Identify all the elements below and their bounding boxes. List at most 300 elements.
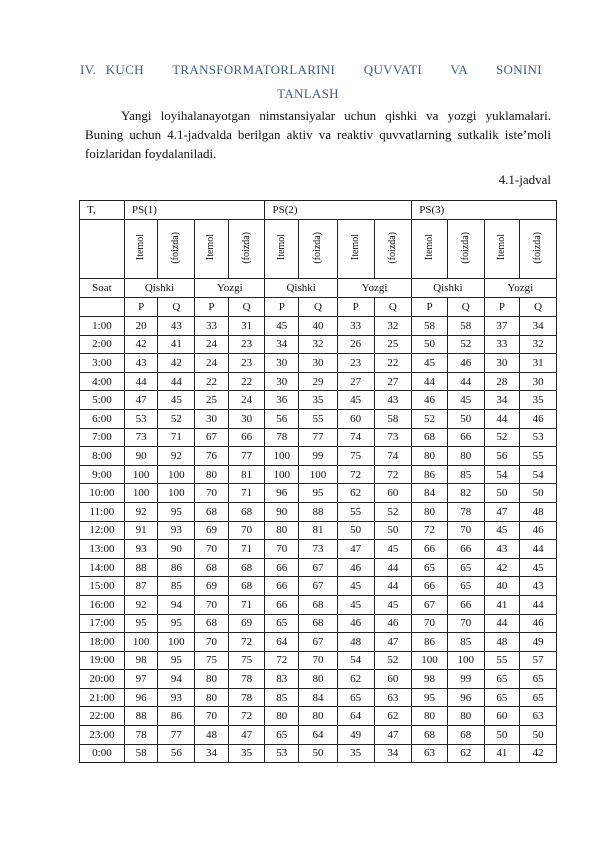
value-cell: 70	[299, 651, 338, 670]
value-cell: 30	[520, 372, 557, 391]
intro-paragraph: Yangi loyihalanayotgan nimstansiyalar uchun qishki va yozgi yuklamalari. Buning uchun 4.1-jadvalda berilgan aktiv va reaktiv quvvatlarning sutkalik iste’moli foizlaridan foydalaniladi.	[85, 108, 551, 161]
value-cell: 55	[337, 502, 374, 521]
table-caption: 4.1-jadval	[498, 172, 551, 187]
value-cell: 80	[195, 465, 229, 484]
value-cell: 70	[195, 595, 229, 614]
value-cell: 57	[520, 651, 557, 670]
value-cell: 98	[124, 651, 158, 670]
rotated-label: (foizda)	[311, 231, 323, 264]
value-cell: 30	[299, 354, 338, 373]
value-cell: 25	[374, 335, 412, 354]
value-cell: 30	[265, 372, 299, 391]
hour-cell: 21:00	[80, 688, 125, 707]
value-cell: 68	[299, 595, 338, 614]
value-cell: 62	[337, 484, 374, 503]
corner-cell: T,	[80, 201, 125, 220]
q-header: Q	[299, 298, 338, 317]
value-cell: 55	[520, 447, 557, 466]
value-cell: 44	[412, 372, 448, 391]
rotated-label-cell	[124, 220, 158, 279]
table-row	[80, 707, 557, 726]
value-cell: 69	[195, 577, 229, 596]
value-cell: 68	[228, 502, 265, 521]
value-cell: 80	[265, 707, 299, 726]
value-cell: 80	[299, 707, 338, 726]
p-header: P	[124, 298, 158, 317]
value-cell: 50	[412, 335, 448, 354]
value-cell: 98	[412, 670, 448, 689]
value-cell: 45	[484, 521, 520, 540]
value-cell: 66	[447, 428, 484, 447]
value-cell: 49	[337, 726, 374, 745]
value-cell: 95	[124, 614, 158, 633]
value-cell: 68	[195, 614, 229, 633]
value-cell: 52	[484, 428, 520, 447]
hour-cell: 9:00	[80, 465, 125, 484]
value-cell: 80	[412, 447, 448, 466]
hour-cell: 0:00	[80, 744, 125, 763]
value-cell: 47	[374, 633, 412, 652]
hour-cell: 5:00	[80, 391, 125, 410]
value-cell: 85	[158, 577, 195, 596]
p-header: P	[412, 298, 448, 317]
value-cell: 68	[228, 577, 265, 596]
value-cell: 77	[299, 428, 338, 447]
value-cell: 96	[265, 484, 299, 503]
q-header: Q	[447, 298, 484, 317]
value-cell: 63	[412, 744, 448, 763]
value-cell: 70	[195, 707, 229, 726]
load-table	[79, 200, 557, 763]
value-cell: 46	[520, 614, 557, 633]
season-header: Qishki	[124, 279, 194, 298]
value-cell: 35	[228, 744, 265, 763]
value-cell: 50	[520, 726, 557, 745]
value-cell: 78	[228, 688, 265, 707]
value-cell: 71	[228, 595, 265, 614]
value-cell: 50	[484, 484, 520, 503]
value-cell: 75	[337, 447, 374, 466]
value-cell: 100	[158, 465, 195, 484]
value-cell: 60	[337, 409, 374, 428]
value-cell: 70	[228, 521, 265, 540]
table-row	[80, 670, 557, 689]
hour-cell: 4:00	[80, 372, 125, 391]
value-cell: 100	[299, 465, 338, 484]
value-cell: 41	[484, 744, 520, 763]
value-cell: 44	[447, 372, 484, 391]
value-cell: 71	[158, 428, 195, 447]
value-cell: 100	[158, 633, 195, 652]
value-cell: 48	[195, 726, 229, 745]
value-cell: 54	[337, 651, 374, 670]
value-cell: 40	[299, 317, 338, 336]
value-cell: 100	[265, 447, 299, 466]
value-cell: 22	[374, 354, 412, 373]
value-cell: 100	[412, 651, 448, 670]
table-row	[80, 428, 557, 447]
value-cell: 52	[447, 335, 484, 354]
value-cell: 34	[520, 317, 557, 336]
value-cell: 46	[520, 521, 557, 540]
value-cell: 42	[484, 558, 520, 577]
value-cell: 65	[484, 670, 520, 689]
value-cell: 44	[520, 540, 557, 559]
value-cell: 96	[124, 688, 158, 707]
value-cell: 48	[484, 633, 520, 652]
value-cell: 33	[337, 317, 374, 336]
value-cell: 65	[265, 726, 299, 745]
value-cell: 95	[158, 614, 195, 633]
value-cell: 45	[374, 540, 412, 559]
table-row	[80, 465, 557, 484]
value-cell: 75	[195, 651, 229, 670]
value-cell: 24	[195, 354, 229, 373]
empty-cell	[80, 298, 125, 317]
value-cell: 65	[265, 614, 299, 633]
rotated-label-cell	[337, 220, 374, 279]
value-cell: 81	[299, 521, 338, 540]
value-cell: 50	[484, 726, 520, 745]
hour-cell: 6:00	[80, 409, 125, 428]
hour-cell: 8:00	[80, 447, 125, 466]
value-cell: 35	[337, 744, 374, 763]
value-cell: 100	[124, 633, 158, 652]
value-cell: 44	[374, 577, 412, 596]
value-cell: 43	[374, 391, 412, 410]
value-cell: 100	[265, 465, 299, 484]
value-cell: 58	[412, 317, 448, 336]
value-cell: 67	[412, 595, 448, 614]
value-cell: 77	[228, 447, 265, 466]
value-cell: 67	[299, 577, 338, 596]
value-cell: 50	[374, 521, 412, 540]
value-cell: 86	[158, 707, 195, 726]
value-cell: 45	[337, 577, 374, 596]
table-row	[80, 372, 557, 391]
value-cell: 22	[228, 372, 265, 391]
value-cell: 66	[447, 595, 484, 614]
value-cell: 60	[374, 484, 412, 503]
value-cell: 72	[228, 707, 265, 726]
table-row	[80, 614, 557, 633]
value-cell: 44	[484, 409, 520, 428]
value-cell: 34	[374, 744, 412, 763]
rotated-label: (foizda)	[386, 231, 398, 264]
value-cell: 64	[337, 707, 374, 726]
table-header-row-stations	[80, 201, 557, 220]
value-cell: 67	[195, 428, 229, 447]
value-cell: 66	[265, 595, 299, 614]
table-row	[80, 447, 557, 466]
rotated-label-cell	[520, 220, 557, 279]
hour-cell: 16:00	[80, 595, 125, 614]
value-cell: 47	[484, 502, 520, 521]
hour-cell: 13:00	[80, 540, 125, 559]
value-cell: 90	[124, 447, 158, 466]
value-cell: 99	[447, 670, 484, 689]
value-cell: 68	[299, 614, 338, 633]
value-cell: 70	[447, 614, 484, 633]
value-cell: 30	[265, 354, 299, 373]
table-row	[80, 391, 557, 410]
value-cell: 45	[337, 595, 374, 614]
season-header: Qishki	[265, 279, 337, 298]
value-cell: 65	[337, 688, 374, 707]
value-cell: 41	[158, 335, 195, 354]
value-cell: 88	[124, 707, 158, 726]
rotated-label-cell	[299, 220, 338, 279]
hour-cell: 7:00	[80, 428, 125, 447]
hour-cell: 12:00	[80, 521, 125, 540]
rotated-label-cell	[158, 220, 195, 279]
value-cell: 58	[374, 409, 412, 428]
value-cell: 100	[124, 465, 158, 484]
season-header: Yozgi	[484, 279, 556, 298]
value-cell: 30	[484, 354, 520, 373]
value-cell: 67	[299, 633, 338, 652]
value-cell: 55	[299, 409, 338, 428]
value-cell: 44	[374, 558, 412, 577]
table-row	[80, 744, 557, 763]
value-cell: 43	[158, 317, 195, 336]
value-cell: 72	[228, 633, 265, 652]
value-cell: 29	[299, 372, 338, 391]
value-cell: 55	[484, 651, 520, 670]
value-cell: 44	[520, 595, 557, 614]
value-cell: 78	[124, 726, 158, 745]
rotated-label-cell	[265, 220, 299, 279]
hour-cell: 10:00	[80, 484, 125, 503]
rotated-label-cell	[412, 220, 448, 279]
table-row	[80, 726, 557, 745]
value-cell: 52	[374, 651, 412, 670]
value-cell: 50	[520, 484, 557, 503]
rotated-label: (foizda)	[459, 231, 471, 264]
value-cell: 33	[484, 335, 520, 354]
rotated-label: Itemol	[495, 234, 507, 261]
value-cell: 68	[412, 428, 448, 447]
hour-cell: 23:00	[80, 726, 125, 745]
value-cell: 93	[158, 688, 195, 707]
value-cell: 67	[299, 558, 338, 577]
rotated-label-cell	[447, 220, 484, 279]
value-cell: 74	[374, 447, 412, 466]
value-cell: 52	[412, 409, 448, 428]
value-cell: 43	[124, 354, 158, 373]
value-cell: 37	[484, 317, 520, 336]
value-cell: 70	[265, 540, 299, 559]
table-header-row-pq	[80, 298, 557, 317]
value-cell: 72	[265, 651, 299, 670]
value-cell: 70	[447, 521, 484, 540]
value-cell: 63	[520, 707, 557, 726]
q-header: Q	[374, 298, 412, 317]
value-cell: 100	[447, 651, 484, 670]
rotated-label-cell	[484, 220, 520, 279]
rotated-label: Itemol	[275, 234, 287, 261]
heading-line-1: IV. KUCH TRANSFORMATORLARINI QUVVATI VA SONINI	[80, 62, 542, 77]
value-cell: 62	[337, 670, 374, 689]
hour-cell: 20:00	[80, 670, 125, 689]
value-cell: 73	[124, 428, 158, 447]
value-cell: 95	[158, 502, 195, 521]
value-cell: 78	[265, 428, 299, 447]
value-cell: 80	[447, 447, 484, 466]
season-header: Yozgi	[337, 279, 411, 298]
value-cell: 83	[265, 670, 299, 689]
value-cell: 91	[124, 521, 158, 540]
value-cell: 27	[337, 372, 374, 391]
rotated-label: Itemol	[423, 234, 435, 261]
value-cell: 56	[265, 409, 299, 428]
value-cell: 70	[412, 614, 448, 633]
value-cell: 69	[195, 521, 229, 540]
hour-cell: 19:00	[80, 651, 125, 670]
rotated-label: Itemol	[349, 234, 361, 261]
value-cell: 68	[228, 558, 265, 577]
value-cell: 68	[447, 726, 484, 745]
season-header: Qishki	[412, 279, 484, 298]
table-row	[80, 354, 557, 373]
value-cell: 82	[447, 484, 484, 503]
table-row	[80, 651, 557, 670]
value-cell: 65	[520, 670, 557, 689]
rotated-label-cell	[195, 220, 229, 279]
value-cell: 22	[195, 372, 229, 391]
value-cell: 50	[299, 744, 338, 763]
value-cell: 64	[299, 726, 338, 745]
value-cell: 71	[228, 484, 265, 503]
value-cell: 32	[520, 335, 557, 354]
value-cell: 78	[447, 502, 484, 521]
value-cell: 70	[195, 484, 229, 503]
value-cell: 50	[447, 409, 484, 428]
value-cell: 23	[228, 354, 265, 373]
hour-cell: 15:00	[80, 577, 125, 596]
value-cell: 88	[299, 502, 338, 521]
table-row	[80, 540, 557, 559]
value-cell: 80	[299, 670, 338, 689]
value-cell: 72	[337, 465, 374, 484]
value-cell: 48	[337, 633, 374, 652]
rotated-label: (foizda)	[240, 231, 252, 264]
value-cell: 46	[374, 614, 412, 633]
value-cell: 77	[158, 726, 195, 745]
value-cell: 53	[265, 744, 299, 763]
rotated-label: (foizda)	[532, 231, 544, 264]
value-cell: 90	[265, 502, 299, 521]
value-cell: 42	[520, 744, 557, 763]
value-cell: 60	[484, 707, 520, 726]
value-cell: 48	[520, 502, 557, 521]
value-cell: 30	[195, 409, 229, 428]
value-cell: 73	[299, 540, 338, 559]
station-header: PS(2)	[265, 201, 412, 220]
value-cell: 85	[447, 465, 484, 484]
value-cell: 47	[337, 540, 374, 559]
season-header: Yozgi	[195, 279, 265, 298]
value-cell: 85	[447, 633, 484, 652]
value-cell: 46	[337, 558, 374, 577]
value-cell: 86	[158, 558, 195, 577]
value-cell: 65	[447, 577, 484, 596]
value-cell: 66	[265, 558, 299, 577]
rotated-label: Itemol	[135, 234, 147, 261]
value-cell: 44	[158, 372, 195, 391]
hour-cell: 17:00	[80, 614, 125, 633]
table-row	[80, 633, 557, 652]
q-header: Q	[520, 298, 557, 317]
value-cell: 95	[158, 651, 195, 670]
value-cell: 47	[228, 726, 265, 745]
rotated-label-cell	[374, 220, 412, 279]
value-cell: 66	[265, 577, 299, 596]
value-cell: 100	[124, 484, 158, 503]
value-cell: 62	[447, 744, 484, 763]
station-header: PS(1)	[124, 201, 265, 220]
value-cell: 46	[337, 614, 374, 633]
value-cell: 66	[412, 540, 448, 559]
value-cell: 73	[374, 428, 412, 447]
value-cell: 54	[484, 465, 520, 484]
value-cell: 84	[299, 688, 338, 707]
value-cell: 62	[374, 707, 412, 726]
value-cell: 63	[374, 688, 412, 707]
value-cell: 65	[484, 688, 520, 707]
value-cell: 80	[412, 502, 448, 521]
table-header-row-rotated	[80, 220, 557, 279]
value-cell: 70	[195, 633, 229, 652]
hour-cell: 18:00	[80, 633, 125, 652]
value-cell: 27	[374, 372, 412, 391]
table-row	[80, 484, 557, 503]
table-row	[80, 409, 557, 428]
table-row	[80, 558, 557, 577]
value-cell: 35	[299, 391, 338, 410]
hour-cell: 11:00	[80, 502, 125, 521]
value-cell: 74	[337, 428, 374, 447]
table-row	[80, 521, 557, 540]
value-cell: 66	[228, 428, 265, 447]
value-cell: 31	[228, 317, 265, 336]
value-cell: 68	[412, 726, 448, 745]
value-cell: 32	[374, 317, 412, 336]
value-cell: 50	[337, 521, 374, 540]
value-cell: 72	[374, 465, 412, 484]
value-cell: 75	[228, 651, 265, 670]
value-cell: 58	[124, 744, 158, 763]
value-cell: 80	[265, 521, 299, 540]
value-cell: 45	[158, 391, 195, 410]
p-header: P	[195, 298, 229, 317]
value-cell: 53	[520, 428, 557, 447]
value-cell: 71	[228, 540, 265, 559]
value-cell: 85	[265, 688, 299, 707]
value-cell: 30	[228, 409, 265, 428]
value-cell: 46	[412, 391, 448, 410]
value-cell: 80	[195, 670, 229, 689]
value-cell: 44	[484, 614, 520, 633]
value-cell: 45	[374, 595, 412, 614]
value-cell: 33	[195, 317, 229, 336]
value-cell: 94	[158, 670, 195, 689]
value-cell: 45	[265, 317, 299, 336]
rotated-label-cell	[228, 220, 265, 279]
value-cell: 23	[228, 335, 265, 354]
q-header: Q	[158, 298, 195, 317]
value-cell: 94	[158, 595, 195, 614]
